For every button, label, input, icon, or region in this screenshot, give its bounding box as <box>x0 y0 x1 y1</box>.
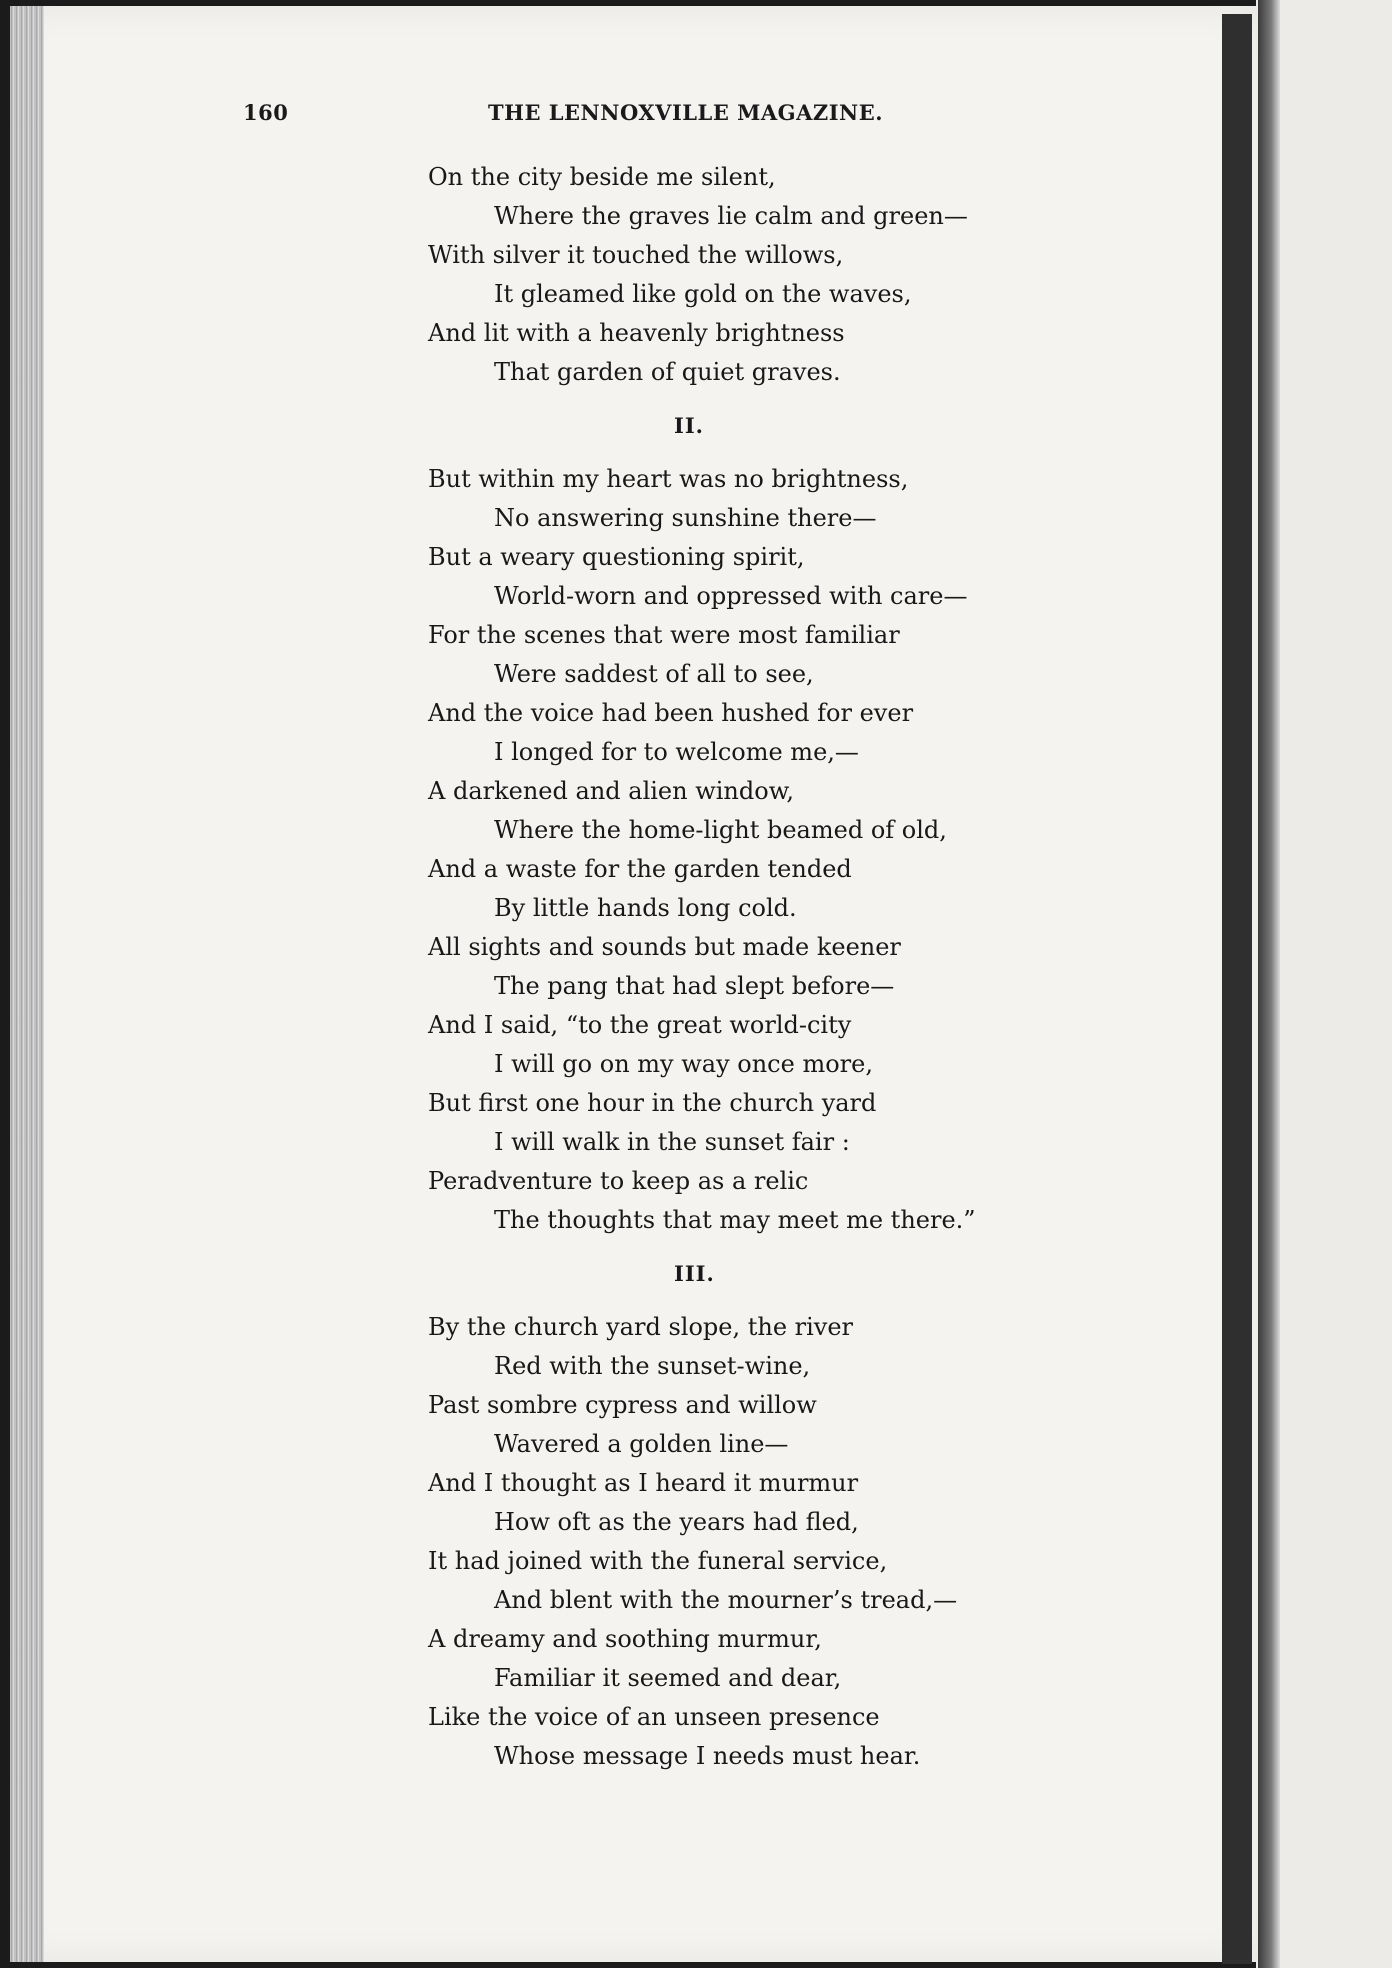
poem-line: By little hands long cold. <box>494 894 797 922</box>
poem-line: But within my heart was no brightness, <box>428 465 909 493</box>
poem-line: By the church yard slope, the river <box>428 1313 854 1341</box>
poem-line: Familiar it seemed and dear, <box>494 1664 842 1692</box>
gutter-shadow <box>1258 0 1280 1968</box>
book-page <box>10 6 1258 1962</box>
poem-line: And the voice had been hushed for ever <box>428 699 914 727</box>
book-binding <box>1222 14 1252 1964</box>
running-title: THE LENNOXVILLE MAGAZINE. <box>488 100 884 125</box>
poem-line: The thoughts that may meet me there.” <box>494 1206 976 1234</box>
poem-line: That garden of quiet graves. <box>494 358 841 386</box>
poem-line: Where the home-light beamed of old, <box>494 816 947 844</box>
poem-line: I will walk in the sunset fair : <box>494 1128 850 1156</box>
stanza-1 <box>428 158 1128 392</box>
poem-line: I will go on my way once more, <box>494 1050 873 1078</box>
poem-line: And blent with the mourner’s tread,— <box>494 1586 958 1614</box>
poem-line: And I said, “to the great world-city <box>428 1011 852 1039</box>
poem-line: Like the voice of an unseen presence <box>428 1703 880 1731</box>
poem-line: I longed for to welcome me,— <box>494 738 859 766</box>
poem-line: It gleamed like gold on the waves, <box>494 280 912 308</box>
poem-line: World-worn and oppressed with care— <box>494 582 968 610</box>
poem-line: All sights and sounds but made keener <box>428 933 901 961</box>
poem-line: And a waste for the garden tended <box>428 855 852 883</box>
page-number: 160 <box>243 100 289 125</box>
poem-line: It had joined with the funeral service, <box>428 1547 888 1575</box>
poem-line: How oft as the years had fled, <box>494 1508 859 1536</box>
section-numeral-ii: II. <box>674 413 704 438</box>
poem-line: Whose message I needs must hear. <box>494 1742 921 1770</box>
poem-line: No answering sunshine there— <box>494 504 877 532</box>
poem-line: But a weary questioning spirit, <box>428 543 805 571</box>
poem-line: Past sombre cypress and willow <box>428 1391 817 1419</box>
poem-body <box>428 158 1128 1776</box>
stanza-3 <box>428 1308 1128 1776</box>
poem-line: But first one hour in the church yard <box>428 1089 877 1117</box>
poem-line: Red with the sunset-wine, <box>494 1352 811 1380</box>
poem-line: Wavered a golden line— <box>494 1430 789 1458</box>
running-header <box>243 100 943 130</box>
poem-line: And lit with a heavenly brightness <box>428 319 845 347</box>
poem-line: Peradventure to keep as a relic <box>428 1167 809 1195</box>
stanza-2 <box>428 460 1128 1240</box>
poem-line: And I thought as I heard it murmur <box>428 1469 859 1497</box>
poem-line: A darkened and alien window, <box>428 777 795 805</box>
poem-line: For the scenes that were most familiar <box>428 621 900 649</box>
poem-line: Where the graves lie calm and green— <box>494 202 968 230</box>
poem-line: On the city beside me silent, <box>428 163 776 191</box>
poem-line: Were saddest of all to see, <box>494 660 814 688</box>
poem-line: With silver it touched the willows, <box>428 241 844 269</box>
poem-line: A dreamy and soothing murmur, <box>428 1625 822 1653</box>
poem-line: The pang that had slept before— <box>494 972 895 1000</box>
page-stack-edge <box>10 6 44 1962</box>
section-numeral-iii: III. <box>674 1261 715 1286</box>
